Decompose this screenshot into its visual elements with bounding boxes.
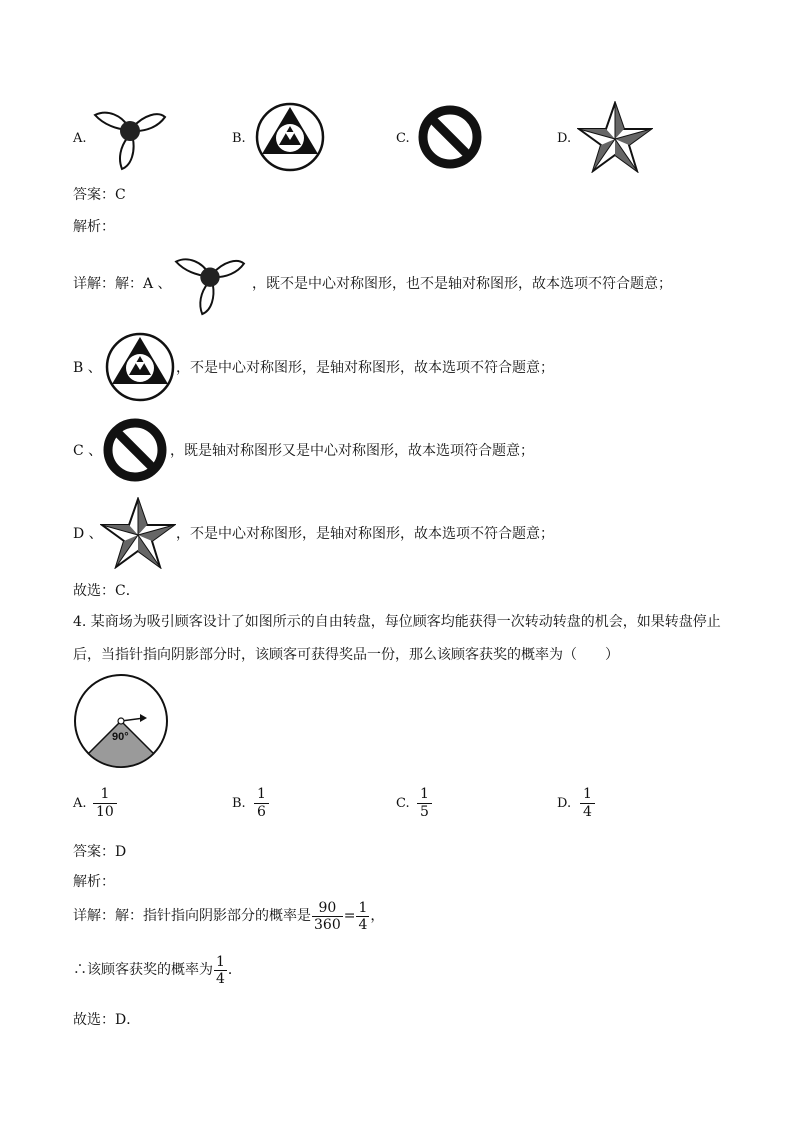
- q4-option-c-label: C.: [396, 796, 410, 811]
- fraction-denominator: 5: [417, 803, 432, 821]
- q3-detail-d-text: ，不是中心对称图形，是轴对称图形，故本选项不符合题意；: [176, 526, 554, 542]
- q4-stem-line2: 后，当指针指向阴影部分时，该顾客可获得奖品一份，那么该顾客获奖的概率为（ ）: [73, 647, 619, 663]
- pinwheel-icon: [92, 103, 168, 171]
- fraction-numerator: 1: [358, 899, 368, 916]
- fraction-denominator: 10: [93, 803, 117, 821]
- fraction-numerator: 1: [583, 786, 592, 802]
- q4-detail-fraction-1: [312, 900, 343, 933]
- triangle-circle-icon: [254, 102, 326, 172]
- option-b-label: B.: [232, 131, 246, 146]
- q4-conclusion: 故选：D．: [73, 1012, 141, 1028]
- q4-therefore-prefix: ∴该顾客获奖的概率为: [73, 962, 213, 978]
- q3-detail-b-prefix: B 、: [73, 360, 102, 376]
- fraction-denominator: 360: [314, 916, 341, 933]
- equals-sign: =: [343, 908, 356, 924]
- fraction-denominator: 4: [580, 803, 595, 821]
- q4-therefore-fraction: [214, 954, 227, 987]
- q3-answer: 答案：C: [73, 187, 126, 203]
- q3-detail-c-prefix: C 、: [73, 443, 103, 459]
- q4-option-a-fraction: [93, 786, 117, 821]
- q4-option-c-fraction: [417, 786, 432, 821]
- q4-detail-line: [73, 898, 384, 934]
- option-d-label: D.: [557, 131, 572, 146]
- triangle-circle-icon: [104, 332, 176, 402]
- q4-option-d-label: D.: [557, 796, 572, 811]
- q4-detail-fraction-2: [356, 900, 369, 933]
- q3-analysis-label: 解析：: [73, 219, 115, 235]
- q3-detail-a-text: ，既不是中心对称图形，也不是轴对称图形，故本选项不符合题意；: [252, 276, 672, 292]
- fraction-numerator: 1: [420, 786, 429, 802]
- prohibition-sign-icon: [101, 417, 169, 483]
- q4-detail-suffix: ，: [370, 908, 385, 924]
- q4-detail-prefix: 详解：解：指针指向阴影部分的概率是: [73, 908, 311, 924]
- fraction-denominator: 6: [254, 803, 269, 821]
- q3-detail-c-text: ，既是轴对称图形又是中心对称图形，故本选项符合题意；: [170, 443, 534, 459]
- q3-conclusion: 故选：C．: [73, 583, 140, 599]
- q4-therefore-line: [73, 952, 242, 988]
- q4-therefore-suffix: ．: [227, 962, 242, 978]
- q4-analysis-label: 解析：: [73, 874, 115, 890]
- q4-option-d-fraction: [580, 786, 595, 821]
- star-icon: [577, 101, 653, 173]
- fraction-denominator: 4: [216, 970, 225, 987]
- fraction-numerator: 1: [216, 953, 225, 970]
- q4-answer: 答案：D: [73, 844, 127, 860]
- q3-detail-a-prefix: 详解：解：A 、: [73, 276, 172, 292]
- option-a-label: A.: [73, 131, 87, 146]
- angle-label: 90°: [112, 731, 129, 743]
- fraction-numerator: 1: [257, 786, 266, 802]
- q3-detail-d-prefix: D 、: [73, 526, 103, 542]
- option-c-label: C.: [396, 131, 410, 146]
- q4-option-b-fraction: [254, 786, 269, 821]
- q4-stem-line1: 4. 某商场为吸引顾客设计了如图所示的自由转盘，每位顾客均能获得一次转动转盘的机会，如果转盘停止: [73, 614, 721, 630]
- prohibition-sign-icon: [416, 104, 484, 170]
- fraction-numerator: 1: [100, 786, 110, 802]
- pinwheel-icon: [172, 250, 248, 316]
- q4-option-a-label: A.: [73, 796, 87, 811]
- q4-option-b-label: B.: [232, 796, 246, 811]
- spinner-figure: [72, 672, 170, 770]
- fraction-numerator: 90: [318, 899, 337, 916]
- q3-detail-b-text: ，不是中心对称图形，是轴对称图形，故本选项不符合题意；: [176, 360, 554, 376]
- star-icon: [100, 497, 176, 569]
- fraction-denominator: 4: [358, 916, 368, 933]
